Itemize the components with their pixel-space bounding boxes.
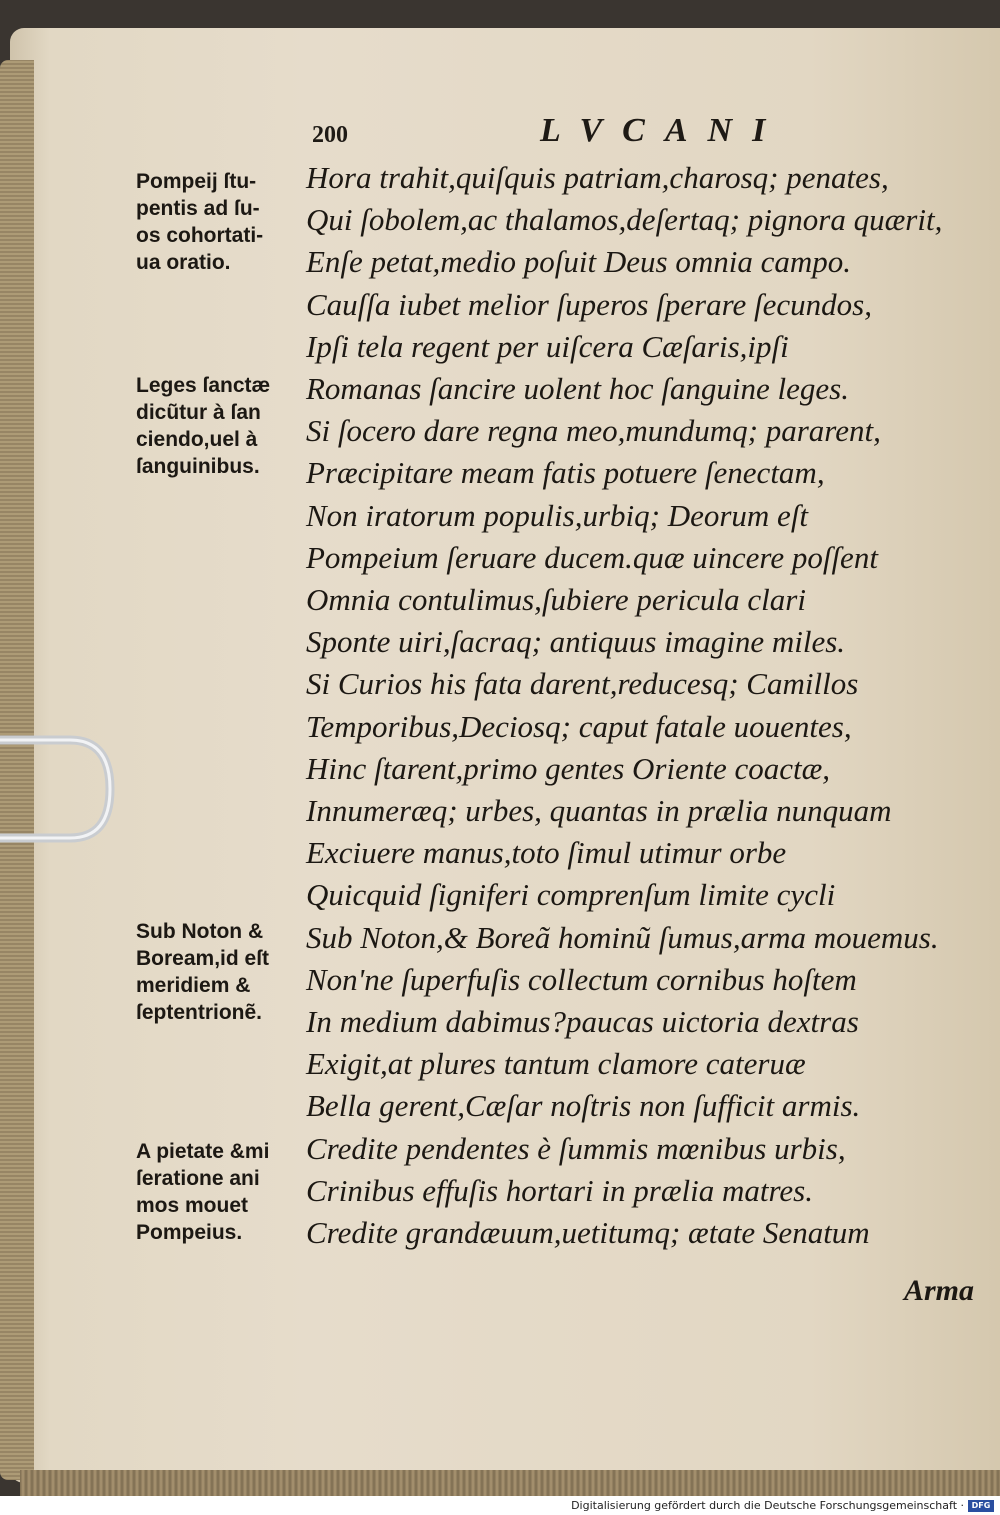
book-bottom-edge [20, 1470, 1000, 1496]
verse-line: Si Curios his fata darent,reducesq; Camillos [306, 666, 859, 701]
verse-line: Sub Noton,& Boreã hominũ ſumus,arma mouemus. [306, 920, 939, 955]
verse-line: Innumeræq; urbes, quantas in prælia nunquam [306, 793, 892, 828]
marginal-note: Sub Noton & Boream,id eſt meridiem & ſeptentrionẽ. [136, 920, 270, 1024]
verse-line: Non iratorum populis,urbiq; Deorum eſt [306, 498, 809, 533]
page-number: 200 [312, 122, 348, 148]
verse-line: Ipſi tela regent per uiſcera Cæſaris,ipſi [306, 329, 789, 364]
verse-line: Qui ſobolem,ac thalamos,deſertaq; pignora quærit, [306, 202, 943, 237]
verse-line: Enſe petat,medio poſuit Deus omnia campo. [306, 244, 851, 279]
verse-line: Omnia contulimus,ſubiere pericula clari [306, 582, 806, 617]
marginal-note: A pietate &mi ſeratione ani mos mouet Pompeius. [136, 1140, 270, 1244]
verse-line: In medium dabimus?paucas uictoria dextras [306, 1004, 859, 1039]
running-head: LVCANI [540, 112, 786, 149]
verse-line: Quicquid ſigniferi comprenſum limite cycli [306, 877, 836, 912]
paper-clip-icon [0, 726, 122, 852]
verse-line: Credite grandæuum,uetitumq; ætate Senatum [306, 1215, 870, 1250]
verse-line: Non'ne ſuperfuſis collectum cornibus hoſtem [306, 962, 857, 997]
verse-line: Temporibus,Deciosq; caput fatale uouentes, [306, 709, 852, 744]
verse-line: Sponte uiri,ſacraq; antiquus imagine miles. [306, 624, 846, 659]
marginal-note: Pompeij ſtu- pentis ad ſu- os cohortati- ua oratio. [136, 170, 264, 274]
marginal-note: Leges ſanctæ dicũtur à ſan ciendo,uel à ſanguinibus. [136, 374, 271, 478]
verse-line: Hora trahit,quiſquis patriam,charosq; penates, [306, 160, 889, 195]
verse-line: Crinibus effuſis hortari in prælia matres. [306, 1173, 813, 1208]
dfg-logo: DFG [968, 1500, 994, 1512]
verse-line: Hinc ſtarent,primo gentes Oriente coactæ, [306, 751, 831, 786]
verse-line: Pompeium ſeruare ducem.quæ uincere poſſent [306, 540, 878, 575]
catchword: Arma [904, 1274, 975, 1307]
verse-line: Exigit,at plures tantum clamore cateruæ [306, 1046, 806, 1081]
verse-line: Si ſocero dare regna meo,mundumq; pararent, [306, 413, 881, 448]
digitization-credit: Digitalisierung gefördert durch die Deutsche Forschungsgemeinschaft · [571, 1499, 964, 1512]
verse-line: Credite pendentes è ſummis mœnibus urbis, [306, 1131, 846, 1166]
verse-line: Bella gerent,Cæſar noſtris non ſufficit armis. [306, 1088, 861, 1123]
verse-line: Romanas ſancire uolent hoc ſanguine leges. [306, 371, 849, 406]
verse-line: Præcipitare meam fatis potuere ſenectam, [306, 455, 825, 490]
verse-line: Exciuere manus,toto ſimul utimur orbe [306, 835, 787, 870]
verse-line: Cauſſa iubet melior ſuperos ſperare ſecundos, [306, 287, 872, 322]
